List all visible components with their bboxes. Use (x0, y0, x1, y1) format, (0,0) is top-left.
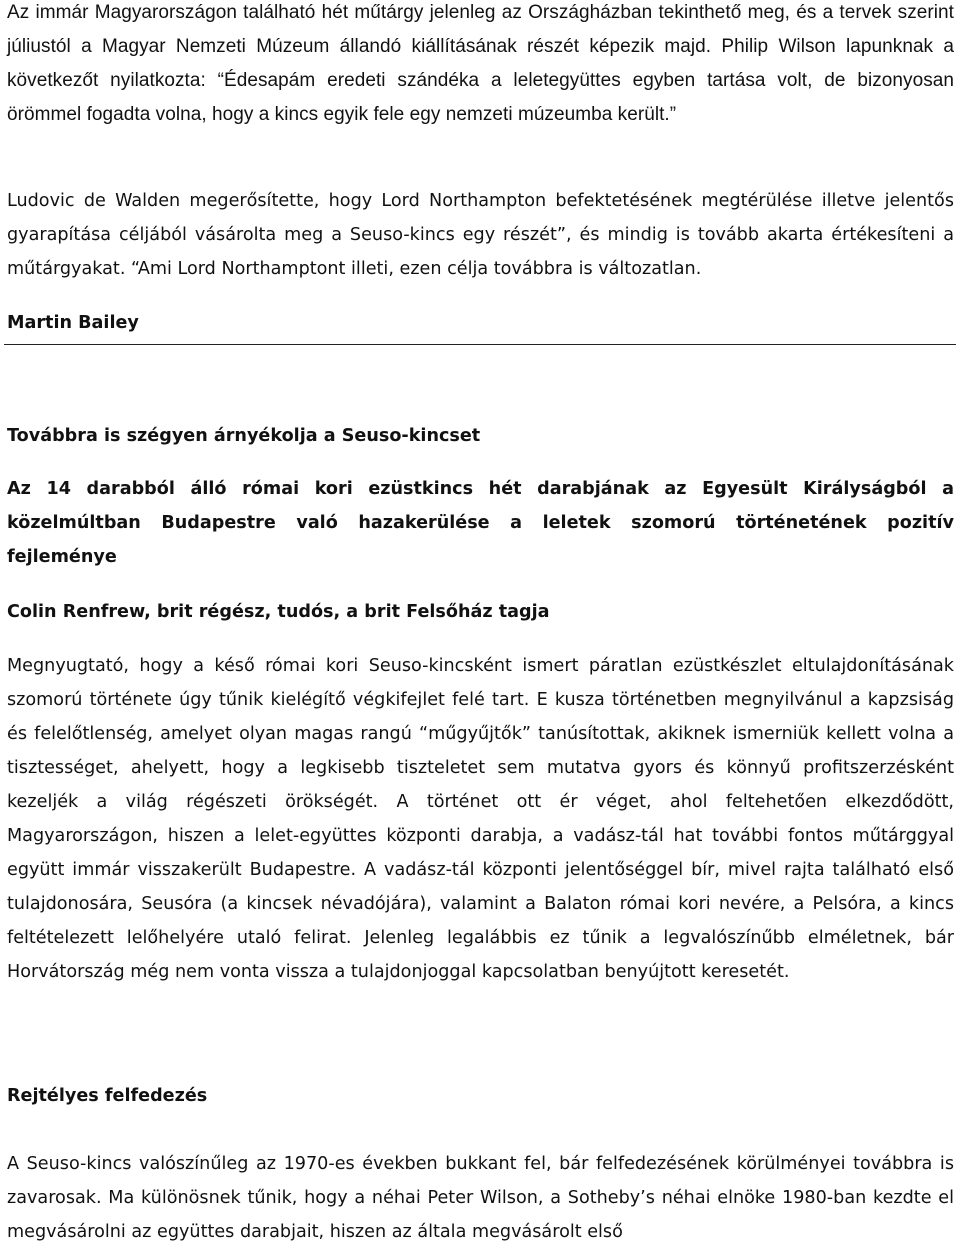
horizontal-rule (4, 344, 956, 345)
byline: Colin Renfrew, brit régész, tudós, a brit Felsőház tagja (7, 602, 550, 622)
section-title: Továbbra is szégyen árnyékolja a Seuso-kincset (7, 426, 481, 446)
body-paragraph: Az immár Magyarországon található hét műtárgy jelenleg az Országházban tekinthető meg, és a tervek szerint júliustól a Magyar Nemzeti Múzeum állandó kiállításának részét képezik majd. Philip Wilson lapunknak a következőt nyilatkozta: “Édesapám eredeti szándéka a leletegyüttes egyben tartása volt, de bizonyosan örömmel fogadta volna, hogy a kincs egyik fele egy nemzeti múzeumba került.” (7, 2, 954, 125)
subheading: Rejtélyes felfedezés (7, 1086, 208, 1106)
author-name: Martin Bailey (7, 313, 139, 333)
body-paragraph: Ludovic de Walden megerősítette, hogy Lord Northampton befektetésének megtérülése illetve jelentős gyarapítása céljából vásárolta meg a Seuso-kincs egy részét”, és mindig is tovább akarta értékesíteni a műtárgyakat. “Ami Lord Northamptont illeti, ezen célja továbbra is változatlan. (7, 191, 954, 279)
body-paragraph: A Seuso-kincs valószínűleg az 1970-es években bukkant fel, bár felfedezésének körülményei továbbra is zavarosak. Ma különösnek tűnik, hogy a néhai Peter Wilson, a Sotheby’s néhai elnöke 1980-ban kezdte el megvásárolni az együttes darabjait, hiszen az általa megvásárolt első (7, 1154, 954, 1242)
body-paragraph: Megnyugtató, hogy a késő római kori Seuso-kincsként ismert páratlan ezüstkészlet eltulajdonításának szomorú története úgy tűnik kielégítő végkifejlet felé tart. E kusza történetben megnyilvánul a kapzsiság és felelőtlenség, amelyet olyan magas rangú “műgyűjtők” tanúsítottak, akiknek ismerniük kellett volna a tisztességet, ahelyett, hogy a legkisebb tiszteletet sem mutatva gyors és könnyű profitszerzésként kezeljék a világ régészeti örökségét. A történet ott ér véget, ahol feltehetően elkezdődött, Magyarországon, hiszen a lelet-együttes központi darabja, a vadász-tál hat további fontos műtárggyal együtt immár visszakerült Budapestre. A vadász-tál központi jelentőséggel bír, mivel rajta található első tulajdonosára, Seusóra (a kincsek névadójára), valamint a Balaton római kori nevére, a Pelsóra, a kincs feltételezett lelőhelyére utaló felirat. Jelenleg legalábbis ez tűnik a legvalószínűbb elméletnek, bár Horvátország még nem vonta vissza a tulajdonjoggal kapcsolatban benyújtott keresetét. (7, 656, 954, 982)
lead-paragraph: Az 14 darabból álló római kori ezüstkincs hét darabjának az Egyesült Királyságból a közelmúltban Budapestre való hazakerülése a leletek szomorú történetének pozitív fejleménye (7, 479, 954, 567)
